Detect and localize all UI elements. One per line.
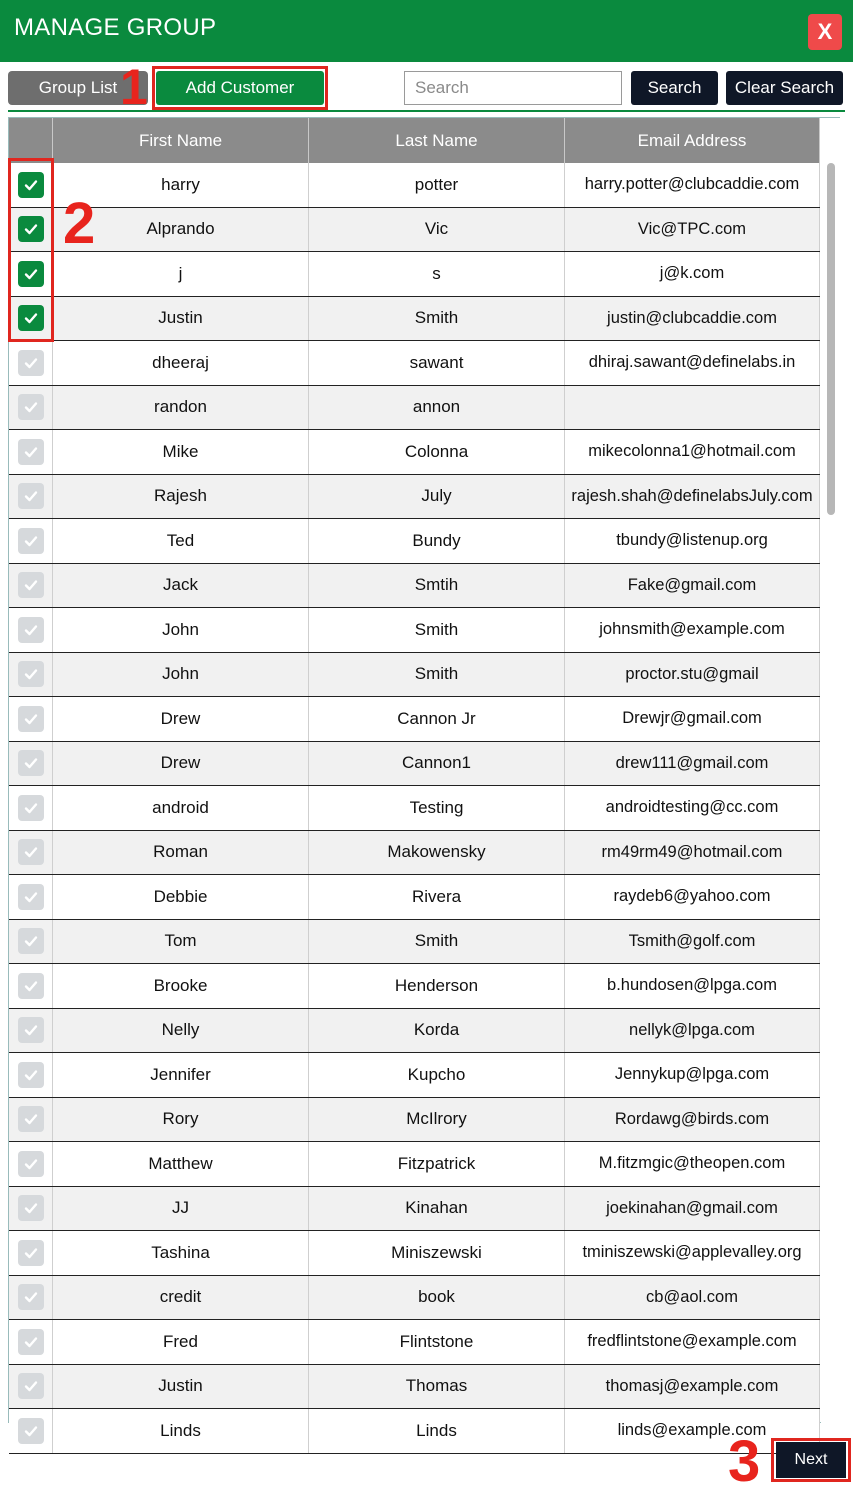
first-name-cell: Rory <box>53 1098 309 1142</box>
email-cell: harry.potter@clubcaddie.com <box>565 163 820 207</box>
email-cell: b.hundosen@lpga.com <box>565 964 820 1008</box>
last-name-cell: Vic <box>309 208 565 252</box>
row-checkbox[interactable] <box>18 706 44 732</box>
table-row[interactable] <box>9 1231 820 1276</box>
row-checkbox[interactable] <box>18 439 44 465</box>
table-body <box>9 163 820 1454</box>
select-cell <box>9 1187 53 1231</box>
email-cell: Tsmith@golf.com <box>565 920 820 964</box>
table-row[interactable] <box>9 1320 820 1365</box>
table-row[interactable] <box>9 786 820 831</box>
email-cell: M.fitzmgic@theopen.com <box>565 1142 820 1186</box>
check-icon <box>23 755 39 771</box>
table-row[interactable] <box>9 475 820 520</box>
select-cell <box>9 608 53 652</box>
email-cell: androidtesting@cc.com <box>565 786 820 830</box>
email-cell: johnsmith@example.com <box>565 608 820 652</box>
row-checkbox[interactable] <box>18 661 44 687</box>
check-icon <box>23 488 39 504</box>
check-icon <box>23 310 39 326</box>
header-email: Email Address <box>565 118 820 163</box>
check-icon <box>23 1334 39 1350</box>
email-cell: rajesh.shah@definelabsJuly.com <box>565 475 820 519</box>
email-cell <box>565 386 820 430</box>
page-title: MANAGE GROUP <box>14 14 217 41</box>
check-icon <box>23 1022 39 1038</box>
table-row[interactable] <box>9 1142 820 1187</box>
check-icon <box>23 355 39 371</box>
select-cell <box>9 920 53 964</box>
table-row[interactable] <box>9 653 820 698</box>
last-name-cell: Cannon1 <box>309 742 565 786</box>
select-cell <box>9 875 53 919</box>
last-name-cell: Smith <box>309 920 565 964</box>
check-icon <box>23 933 39 949</box>
email-cell: linds@example.com <box>565 1409 820 1453</box>
table-row[interactable] <box>9 208 820 253</box>
check-icon <box>23 1111 39 1127</box>
first-name-cell: Rajesh <box>53 475 309 519</box>
email-cell: justin@clubcaddie.com <box>565 297 820 341</box>
check-icon <box>23 1423 39 1439</box>
header-first-name: First Name <box>53 118 309 163</box>
search-input[interactable] <box>404 71 622 105</box>
table-row[interactable] <box>9 875 820 920</box>
last-name-cell: Smith <box>309 297 565 341</box>
email-cell: dhiraj.sawant@definelabs.in <box>565 341 820 385</box>
select-cell <box>9 831 53 875</box>
last-name-cell: s <box>309 252 565 296</box>
select-cell <box>9 697 53 741</box>
table-row[interactable] <box>9 386 820 431</box>
table-row[interactable] <box>9 1409 820 1454</box>
select-cell <box>9 163 53 207</box>
table-row[interactable] <box>9 920 820 965</box>
annotation-number-3: 3 <box>728 1429 761 1494</box>
first-name-cell: Drew <box>53 697 309 741</box>
last-name-cell: Smtih <box>309 564 565 608</box>
email-cell: Jennykup@lpga.com <box>565 1053 820 1097</box>
row-checkbox[interactable] <box>18 1062 44 1088</box>
row-checkbox[interactable] <box>18 528 44 554</box>
select-cell <box>9 742 53 786</box>
check-icon <box>23 533 39 549</box>
email-cell: rm49rm49@hotmail.com <box>565 831 820 875</box>
first-name-cell: credit <box>53 1276 309 1320</box>
email-cell: Drewjr@gmail.com <box>565 697 820 741</box>
row-checkbox[interactable] <box>18 839 44 865</box>
check-icon <box>23 1289 39 1305</box>
last-name-cell: McIlrory <box>309 1098 565 1142</box>
last-name-cell: Kupcho <box>309 1053 565 1097</box>
toolbar-divider <box>8 110 845 112</box>
check-icon <box>23 266 39 282</box>
row-checkbox[interactable] <box>18 1373 44 1399</box>
email-cell: j@k.com <box>565 252 820 296</box>
last-name-cell: Miniszewski <box>309 1231 565 1275</box>
first-name-cell: Alprando <box>53 208 309 252</box>
check-icon <box>23 1067 39 1083</box>
select-cell <box>9 519 53 563</box>
first-name-cell: Jack <box>53 564 309 608</box>
select-cell <box>9 1009 53 1053</box>
select-cell <box>9 1276 53 1320</box>
row-checkbox[interactable] <box>18 216 44 242</box>
table-row[interactable] <box>9 1276 820 1321</box>
first-name-cell: j <box>53 252 309 296</box>
table-row[interactable] <box>9 163 820 208</box>
last-name-cell: Makowensky <box>309 831 565 875</box>
first-name-cell: android <box>53 786 309 830</box>
email-cell: tbundy@listenup.org <box>565 519 820 563</box>
first-name-cell: Mike <box>53 430 309 474</box>
check-icon <box>23 800 39 816</box>
first-name-cell: John <box>53 608 309 652</box>
check-icon <box>23 221 39 237</box>
last-name-cell: Rivera <box>309 875 565 919</box>
last-name-cell: Colonna <box>309 430 565 474</box>
select-cell <box>9 208 53 252</box>
first-name-cell: Brooke <box>53 964 309 1008</box>
select-cell <box>9 564 53 608</box>
email-cell: tminiszewski@applevalley.org <box>565 1231 820 1275</box>
row-checkbox[interactable] <box>18 795 44 821</box>
select-cell <box>9 1409 53 1453</box>
check-icon <box>23 978 39 994</box>
select-cell <box>9 297 53 341</box>
check-icon <box>23 1378 39 1394</box>
check-icon <box>23 1200 39 1216</box>
header-select-column <box>9 118 53 163</box>
select-cell <box>9 386 53 430</box>
table-row[interactable] <box>9 964 820 1009</box>
table-row[interactable] <box>9 608 820 653</box>
row-checkbox[interactable] <box>18 1329 44 1355</box>
email-cell: raydeb6@yahoo.com <box>565 875 820 919</box>
scroll-thumb[interactable] <box>827 163 835 515</box>
first-name-cell: Tom <box>53 920 309 964</box>
first-name-cell: Justin <box>53 297 309 341</box>
check-icon <box>23 399 39 415</box>
first-name-cell: Matthew <box>53 1142 309 1186</box>
search-button[interactable]: Search <box>631 71 718 105</box>
first-name-cell: dheeraj <box>53 341 309 385</box>
first-name-cell: Jennifer <box>53 1053 309 1097</box>
email-cell: mikecolonna1@hotmail.com <box>565 430 820 474</box>
first-name-cell: randon <box>53 386 309 430</box>
table-row[interactable] <box>9 831 820 876</box>
email-cell: Rordawg@birds.com <box>565 1098 820 1142</box>
clear-search-button[interactable]: Clear Search <box>726 71 843 105</box>
first-name-cell: Debbie <box>53 875 309 919</box>
table-row[interactable] <box>9 341 820 386</box>
row-checkbox[interactable] <box>18 350 44 376</box>
customer-table <box>8 117 840 1440</box>
check-icon <box>23 177 39 193</box>
check-icon <box>23 844 39 860</box>
table-row[interactable] <box>9 1098 820 1143</box>
row-checkbox[interactable] <box>18 973 44 999</box>
select-cell <box>9 1365 53 1409</box>
last-name-cell: Testing <box>309 786 565 830</box>
select-cell <box>9 252 53 296</box>
table-row[interactable] <box>9 564 820 609</box>
first-name-cell: John <box>53 653 309 697</box>
check-icon <box>23 444 39 460</box>
select-cell <box>9 430 53 474</box>
select-cell <box>9 1053 53 1097</box>
last-name-cell: annon <box>309 386 565 430</box>
first-name-cell: Roman <box>53 831 309 875</box>
last-name-cell: Kinahan <box>309 1187 565 1231</box>
first-name-cell: Nelly <box>53 1009 309 1053</box>
email-cell: Fake@gmail.com <box>565 564 820 608</box>
first-name-cell: Drew <box>53 742 309 786</box>
row-checkbox[interactable] <box>18 483 44 509</box>
row-checkbox[interactable] <box>18 750 44 776</box>
last-name-cell: Linds <box>309 1409 565 1453</box>
last-name-cell: Korda <box>309 1009 565 1053</box>
last-name-cell: Smith <box>309 608 565 652</box>
last-name-cell: Flintstone <box>309 1320 565 1364</box>
last-name-cell: Thomas <box>309 1365 565 1409</box>
email-cell: Vic@TPC.com <box>565 208 820 252</box>
table-row[interactable] <box>9 1009 820 1054</box>
email-cell: joekinahan@gmail.com <box>565 1187 820 1231</box>
table-scrollbar[interactable] <box>821 118 840 1423</box>
select-cell <box>9 786 53 830</box>
select-cell <box>9 1142 53 1186</box>
select-cell <box>9 653 53 697</box>
last-name-cell: July <box>309 475 565 519</box>
email-cell: cb@aol.com <box>565 1276 820 1320</box>
first-name-cell: Tashina <box>53 1231 309 1275</box>
table-row[interactable] <box>9 742 820 787</box>
row-checkbox[interactable] <box>18 1284 44 1310</box>
check-icon <box>23 1245 39 1261</box>
select-cell <box>9 1231 53 1275</box>
row-checkbox[interactable] <box>18 172 44 198</box>
row-checkbox[interactable] <box>18 1017 44 1043</box>
select-cell <box>9 1098 53 1142</box>
email-cell: thomasj@example.com <box>565 1365 820 1409</box>
row-checkbox[interactable] <box>18 884 44 910</box>
title-bar <box>0 0 853 62</box>
first-name-cell: Justin <box>53 1365 309 1409</box>
row-checkbox[interactable] <box>18 1240 44 1266</box>
row-checkbox[interactable] <box>18 617 44 643</box>
annotation-number-1: 1 <box>120 59 148 115</box>
row-checkbox[interactable] <box>18 928 44 954</box>
row-checkbox[interactable] <box>18 1151 44 1177</box>
check-icon <box>23 1156 39 1172</box>
select-cell <box>9 1320 53 1364</box>
row-checkbox[interactable] <box>18 305 44 331</box>
close-button[interactable] <box>808 14 842 50</box>
last-name-cell: potter <box>309 163 565 207</box>
last-name-cell: Fitzpatrick <box>309 1142 565 1186</box>
table-row[interactable] <box>9 1365 820 1410</box>
table-row[interactable] <box>9 519 820 564</box>
select-cell <box>9 964 53 1008</box>
table-row[interactable] <box>9 697 820 742</box>
row-checkbox[interactable] <box>18 394 44 420</box>
table-row[interactable] <box>9 430 820 475</box>
next-button[interactable]: Next <box>776 1442 846 1478</box>
check-icon <box>23 889 39 905</box>
last-name-cell: Henderson <box>309 964 565 1008</box>
check-icon <box>23 577 39 593</box>
table-row[interactable] <box>9 252 820 297</box>
last-name-cell: book <box>309 1276 565 1320</box>
first-name-cell: harry <box>53 163 309 207</box>
first-name-cell: Fred <box>53 1320 309 1364</box>
first-name-cell: Ted <box>53 519 309 563</box>
annotation-number-2: 2 <box>63 191 96 256</box>
row-checkbox[interactable] <box>18 1195 44 1221</box>
last-name-cell: Bundy <box>309 519 565 563</box>
table-row[interactable] <box>9 1053 820 1098</box>
row-checkbox[interactable] <box>18 261 44 287</box>
table-header <box>9 118 820 163</box>
row-checkbox[interactable] <box>18 572 44 598</box>
email-cell: nellyk@lpga.com <box>565 1009 820 1053</box>
check-icon <box>23 622 39 638</box>
check-icon <box>23 666 39 682</box>
header-last-name: Last Name <box>309 118 565 163</box>
table-row[interactable] <box>9 297 820 342</box>
first-name-cell: JJ <box>53 1187 309 1231</box>
group-list-button[interactable]: Group List <box>8 71 148 105</box>
select-cell <box>9 341 53 385</box>
first-name-cell: Linds <box>53 1409 309 1453</box>
add-customer-button[interactable]: Add Customer <box>156 71 324 105</box>
email-cell: proctor.stu@gmail <box>565 653 820 697</box>
last-name-cell: sawant <box>309 341 565 385</box>
row-checkbox[interactable] <box>18 1106 44 1132</box>
select-cell <box>9 475 53 519</box>
email-cell: fredflintstone@example.com <box>565 1320 820 1364</box>
row-checkbox[interactable] <box>18 1418 44 1444</box>
check-icon <box>23 711 39 727</box>
close-icon: X <box>817 19 833 44</box>
last-name-cell: Cannon Jr <box>309 697 565 741</box>
table-row[interactable] <box>9 1187 820 1232</box>
last-name-cell: Smith <box>309 653 565 697</box>
email-cell: drew111@gmail.com <box>565 742 820 786</box>
